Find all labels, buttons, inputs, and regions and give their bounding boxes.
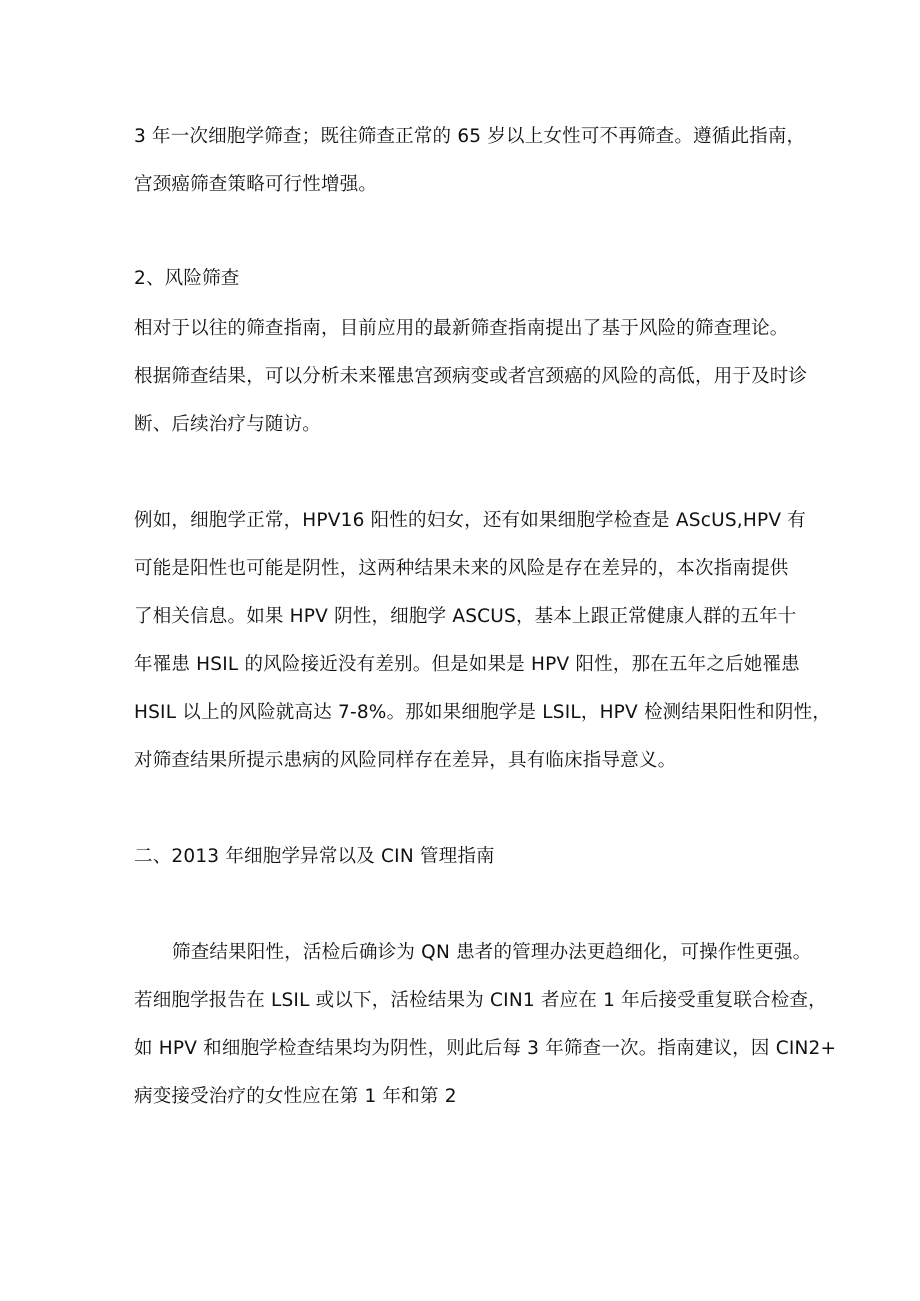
risk-para1-line-2: 根据筛查结果，可以分析未来罹患宫颈病变或者宫颈癌的风险的高低，用于及时诊 [134,366,808,387]
risk-para2-line-3: 了相关信息。如果 HPV 阴性，细胞学 ASCUS，基本上跟正常健康人群的五年十 [134,606,797,627]
section-heading-cin-management: 二、2013 年细胞学异常以及 CIN 管理指南 [134,846,495,867]
section-heading-risk-screening: 2、风险筛查 [134,268,240,289]
risk-para2-line-5: HSIL 以上的风险就高达 7-8%。那如果细胞学是 LSIL，HPV 检测结果阳性和阴性， [134,702,831,723]
cin-para-line-2: 若细胞学报告在 LSIL 或以下，活检结果为 CIN1 者应在 1 年后接受重复联合检查， [134,990,827,1011]
risk-para2-line-4: 年罹患 HSIL 的风险接近没有差别。但是如果是 HPV 阳性，那在五年之后她罹患 [134,654,800,675]
intro-line-1: 3 年一次细胞学筛查；既往筛查正常的 65 岁以上女性可不再筛查。遵循此指南， [134,126,806,147]
cin-para-line-4: 病变接受治疗的女性应在第 1 年和第 2 [134,1086,457,1107]
risk-para2-line-6: 对筛查结果所提示患病的风险同样存在差异，具有临床指导意义。 [134,750,677,771]
cin-para-line-1: 筛查结果阳性，活检后确诊为 QN 患者的管理办法更趋细化，可操作性更强。 [172,942,812,963]
cin-para-line-3: 如 HPV 和细胞学检查结果均为阴性，则此后每 3 年筛查一次。指南建议，因 CIN2+ [134,1038,837,1059]
intro-line-2: 宫颈癌筛查策略可行性增强。 [134,174,378,195]
risk-para1-line-1: 相对于以往的筛查指南，目前应用的最新筛查指南提出了基于风险的筛查理论。 [134,318,789,339]
risk-para2-line-1: 例如，细胞学正常，HPV16 阳性的妇女，还有如果细胞学检查是 AScUS,HPV 有 [134,510,806,531]
risk-para2-line-2: 可能是阳性也可能是阴性，这两种结果未来的风险是存在差异的，本次指南提供 [134,558,789,579]
risk-para1-line-3: 断、后续治疗与随访。 [134,414,322,435]
